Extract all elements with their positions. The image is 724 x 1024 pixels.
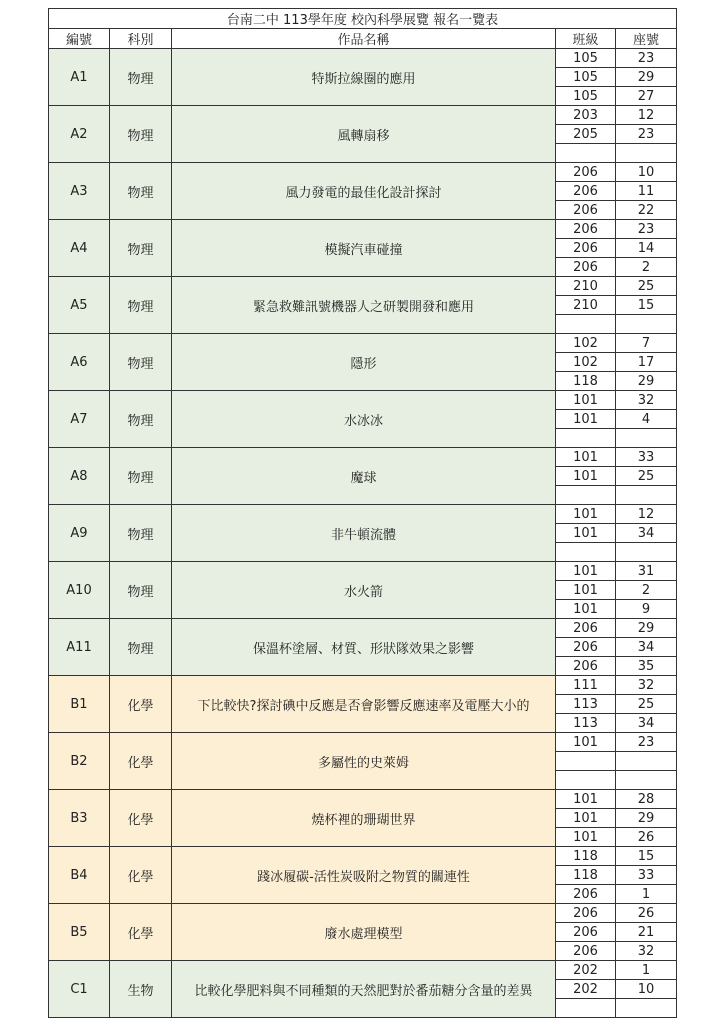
table-row (49, 277, 677, 296)
entry-name: 保溫杯塗層、材質、形狀隊效果之影響 (172, 619, 556, 676)
student-seat: 2 (616, 258, 677, 277)
student-class: 206 (556, 258, 616, 277)
entry-name: 廢水處理模型 (172, 904, 556, 961)
student-seat: 1 (616, 961, 677, 980)
student-seat: 12 (616, 505, 677, 524)
entry-subject: 物理 (110, 391, 172, 448)
student-class: 118 (556, 372, 616, 391)
student-class: 101 (556, 600, 616, 619)
student-class: 113 (556, 714, 616, 733)
student-seat: 23 (616, 49, 677, 68)
student-class: 203 (556, 106, 616, 125)
student-seat: 1 (616, 885, 677, 904)
student-seat (616, 999, 677, 1018)
student-class: 210 (556, 296, 616, 315)
table-row (49, 904, 677, 923)
sheet-title: 台南二中 113學年度 校內科學展覽 報名一覽表 (49, 9, 677, 29)
table-row (49, 790, 677, 809)
entry-name: 水冰冰 (172, 391, 556, 448)
student-seat: 17 (616, 353, 677, 372)
student-seat: 10 (616, 980, 677, 999)
student-seat: 4 (616, 410, 677, 429)
student-class: 206 (556, 904, 616, 923)
entry-id: B1 (49, 676, 110, 733)
student-class (556, 486, 616, 505)
student-seat: 33 (616, 448, 677, 467)
student-seat (616, 486, 677, 505)
header-seat: 座號 (616, 29, 677, 49)
student-seat (616, 771, 677, 790)
student-seat: 23 (616, 220, 677, 239)
table-row (49, 448, 677, 467)
student-class: 202 (556, 980, 616, 999)
entry-name: 踐冰履碳-活性炭吸附之物質的關連性 (172, 847, 556, 904)
entry-subject: 物理 (110, 49, 172, 106)
student-seat (616, 315, 677, 334)
entry-id: A7 (49, 391, 110, 448)
student-seat: 23 (616, 125, 677, 144)
student-seat: 29 (616, 809, 677, 828)
entry-subject: 化學 (110, 676, 172, 733)
student-class (556, 999, 616, 1018)
student-class: 101 (556, 828, 616, 847)
table-row (49, 505, 677, 524)
student-class: 206 (556, 182, 616, 201)
entry-name: 緊急救難訊號機器人之研製開發和應用 (172, 277, 556, 334)
student-seat: 22 (616, 201, 677, 220)
student-seat: 9 (616, 600, 677, 619)
student-class: 101 (556, 581, 616, 600)
table-row (49, 220, 677, 239)
entry-id: A6 (49, 334, 110, 391)
student-class: 113 (556, 695, 616, 714)
student-class: 206 (556, 220, 616, 239)
student-seat: 29 (616, 68, 677, 87)
entry-name: 風轉扇移 (172, 106, 556, 163)
student-seat: 34 (616, 714, 677, 733)
entry-id: B4 (49, 847, 110, 904)
student-class: 206 (556, 638, 616, 657)
student-seat: 10 (616, 163, 677, 182)
student-seat (616, 144, 677, 163)
entry-subject: 物理 (110, 277, 172, 334)
student-seat: 7 (616, 334, 677, 353)
student-seat: 33 (616, 866, 677, 885)
student-class: 206 (556, 619, 616, 638)
student-seat: 34 (616, 638, 677, 657)
student-seat: 15 (616, 296, 677, 315)
entry-subject: 物理 (110, 448, 172, 505)
student-seat: 32 (616, 942, 677, 961)
student-seat: 14 (616, 239, 677, 258)
student-seat: 31 (616, 562, 677, 581)
table-row (49, 676, 677, 695)
student-seat: 32 (616, 676, 677, 695)
student-class: 102 (556, 353, 616, 372)
entry-name: 燒杯裡的珊瑚世界 (172, 790, 556, 847)
student-class: 101 (556, 524, 616, 543)
table-row (49, 562, 677, 581)
student-seat: 25 (616, 467, 677, 486)
entry-id: A5 (49, 277, 110, 334)
table-row (49, 334, 677, 353)
table-row (49, 733, 677, 752)
student-class: 206 (556, 163, 616, 182)
entry-name: 水火箭 (172, 562, 556, 619)
entry-subject: 化學 (110, 847, 172, 904)
entry-id: A3 (49, 163, 110, 220)
entry-id: C1 (49, 961, 110, 1018)
entry-name: 下比較快?探討碘中反應是否會影響反應速率及電壓大小的 (172, 676, 556, 733)
entry-id: A10 (49, 562, 110, 619)
student-seat: 12 (616, 106, 677, 125)
student-seat: 28 (616, 790, 677, 809)
entry-name: 非牛頓流體 (172, 505, 556, 562)
entry-name: 模擬汽車碰撞 (172, 220, 556, 277)
student-class (556, 752, 616, 771)
student-class: 101 (556, 733, 616, 752)
entry-id: A1 (49, 49, 110, 106)
entry-name: 比較化學肥料與不同種類的天然肥對於番茄糖分含量的差異 (172, 961, 556, 1018)
entry-id: A8 (49, 448, 110, 505)
student-class (556, 315, 616, 334)
student-seat (616, 543, 677, 562)
entry-subject: 化學 (110, 904, 172, 961)
table-row (49, 961, 677, 980)
student-class: 206 (556, 923, 616, 942)
student-class: 101 (556, 505, 616, 524)
entry-id: A2 (49, 106, 110, 163)
header-name: 作品名稱 (172, 29, 556, 49)
entry-id: B5 (49, 904, 110, 961)
student-class: 206 (556, 239, 616, 258)
student-seat: 35 (616, 657, 677, 676)
entry-id: A9 (49, 505, 110, 562)
student-class (556, 771, 616, 790)
student-seat: 26 (616, 828, 677, 847)
student-class: 101 (556, 809, 616, 828)
entry-subject: 物理 (110, 619, 172, 676)
student-class: 206 (556, 885, 616, 904)
entry-id: B2 (49, 733, 110, 790)
student-class: 118 (556, 866, 616, 885)
registration-sheet (48, 8, 676, 1018)
student-seat: 29 (616, 372, 677, 391)
entry-subject: 物理 (110, 505, 172, 562)
student-seat: 32 (616, 391, 677, 410)
table-row (49, 163, 677, 182)
student-class (556, 144, 616, 163)
student-seat: 2 (616, 581, 677, 600)
entry-name: 特斯拉線圈的應用 (172, 49, 556, 106)
student-class (556, 543, 616, 562)
student-seat: 34 (616, 524, 677, 543)
header-class: 班級 (556, 29, 616, 49)
student-seat: 26 (616, 904, 677, 923)
entry-subject: 物理 (110, 163, 172, 220)
student-class: 206 (556, 201, 616, 220)
student-seat (616, 752, 677, 771)
student-class: 105 (556, 87, 616, 106)
entry-subject: 化學 (110, 733, 172, 790)
table-row (49, 49, 677, 68)
entry-subject: 物理 (110, 334, 172, 391)
student-seat: 21 (616, 923, 677, 942)
student-class: 102 (556, 334, 616, 353)
student-class: 105 (556, 49, 616, 68)
student-class: 206 (556, 942, 616, 961)
student-class: 105 (556, 68, 616, 87)
header-subject: 科別 (110, 29, 172, 49)
student-seat: 27 (616, 87, 677, 106)
entry-subject: 化學 (110, 790, 172, 847)
student-seat (616, 429, 677, 448)
entry-id: A4 (49, 220, 110, 277)
student-class: 206 (556, 657, 616, 676)
entry-subject: 物理 (110, 106, 172, 163)
student-seat: 15 (616, 847, 677, 866)
entry-id: A11 (49, 619, 110, 676)
student-seat: 25 (616, 277, 677, 296)
student-seat: 25 (616, 695, 677, 714)
registration-table (48, 8, 677, 1018)
table-row (49, 619, 677, 638)
entry-name: 魔球 (172, 448, 556, 505)
student-class: 101 (556, 790, 616, 809)
student-class: 118 (556, 847, 616, 866)
table-row (49, 847, 677, 866)
student-class: 101 (556, 448, 616, 467)
entry-subject: 生物 (110, 961, 172, 1018)
entry-subject: 物理 (110, 562, 172, 619)
student-class: 101 (556, 467, 616, 486)
entry-name: 隱形 (172, 334, 556, 391)
header-id: 編號 (49, 29, 110, 49)
student-class: 101 (556, 410, 616, 429)
student-class: 111 (556, 676, 616, 695)
student-class: 210 (556, 277, 616, 296)
entry-name: 風力發電的最佳化設計探討 (172, 163, 556, 220)
student-class: 202 (556, 961, 616, 980)
student-class: 101 (556, 562, 616, 581)
entry-id: B3 (49, 790, 110, 847)
student-class: 101 (556, 391, 616, 410)
table-row (49, 106, 677, 125)
student-seat: 23 (616, 733, 677, 752)
entry-subject: 物理 (110, 220, 172, 277)
table-row (49, 391, 677, 410)
student-seat: 29 (616, 619, 677, 638)
student-seat: 11 (616, 182, 677, 201)
student-class (556, 429, 616, 448)
student-class: 205 (556, 125, 616, 144)
entry-name: 多屬性的史萊姆 (172, 733, 556, 790)
